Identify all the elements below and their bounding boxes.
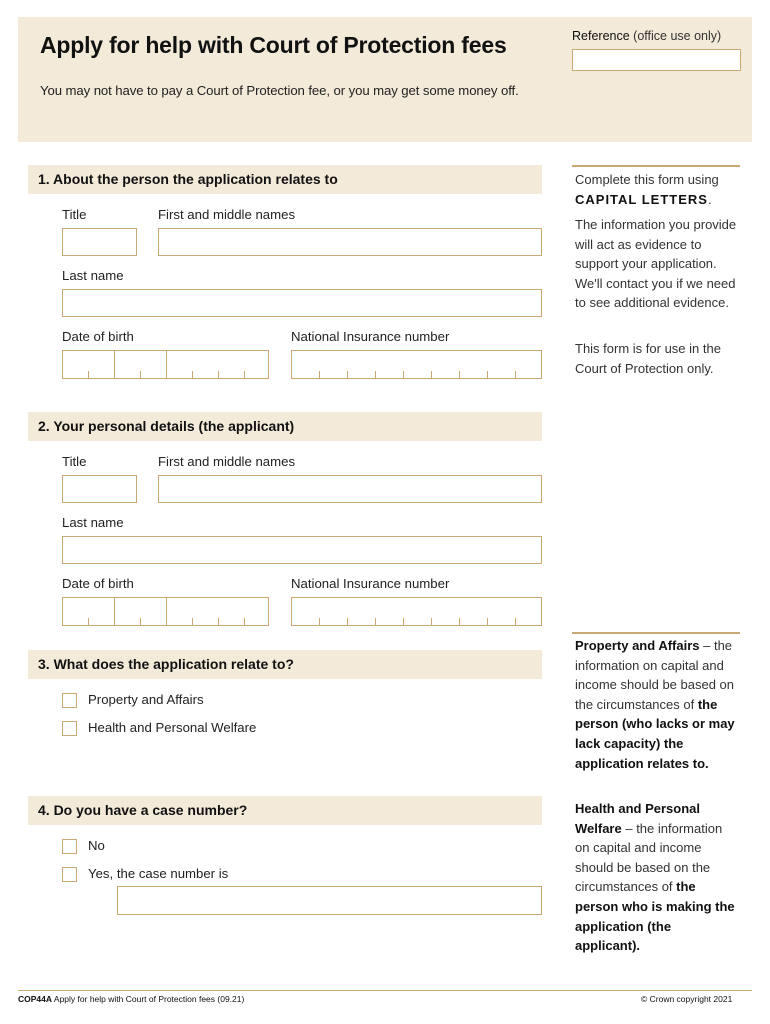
reference-note: (office use only) xyxy=(633,29,722,43)
sidebar-intro-suffix: . xyxy=(707,191,712,207)
s2-first-names-input[interactable] xyxy=(158,475,542,503)
s1-dob-input[interactable] xyxy=(62,350,269,379)
s1-title-label: Title xyxy=(62,207,87,222)
section-2-title: 2. Your personal details (the applicant) xyxy=(38,418,295,434)
sidebar-intro-prefix: Complete this form using xyxy=(575,172,719,187)
sidebar-intro-note xyxy=(575,170,743,209)
s2-last-name-label: Last name xyxy=(62,515,124,530)
pa-heading: Property and Affairs xyxy=(575,638,700,653)
reference-label xyxy=(572,29,721,43)
health-welfare-label: Health and Personal Welfare xyxy=(88,720,257,735)
pa-text: – the information on capital and income should be based on the circumstances of xyxy=(575,638,735,712)
s2-ni-input[interactable] xyxy=(291,597,542,626)
sidebar-evidence-note: The information you provide will act as evidence to support your application. We'll contact you if we need to see additional evidence. xyxy=(575,217,737,311)
form-title: Apply for help with Court of Protection fees xyxy=(40,32,507,58)
hpw-bold: the person who is making the application (the applicant). xyxy=(575,879,735,954)
case-number-no-label: No xyxy=(88,838,105,853)
section-1-title: 1. About the person the application relates to xyxy=(38,171,338,187)
case-number-yes-checkbox[interactable] xyxy=(62,867,77,882)
s1-last-name-label: Last name xyxy=(62,268,124,283)
s1-ni-input[interactable] xyxy=(291,350,542,379)
s2-ni-label: National Insurance number xyxy=(291,576,450,591)
footer-form-id xyxy=(18,994,244,1004)
s2-dob-label: Date of birth xyxy=(62,576,134,591)
pa-bold: the person (who lacks or may lack capacity) the application relates to. xyxy=(575,696,735,771)
property-affairs-label: Property and Affairs xyxy=(88,692,204,707)
sidebar-rule-top xyxy=(572,165,740,167)
hpw-heading: Health and Personal Welfare xyxy=(575,801,700,836)
s2-title-input[interactable] xyxy=(62,475,137,503)
reference-label-text: Reference xyxy=(572,29,630,43)
s2-dob-input[interactable] xyxy=(62,597,269,626)
case-number-yes-label: Yes, the case number is xyxy=(88,866,229,881)
hpw-text: – the information on capital and income should be based on the circumstances of xyxy=(575,820,723,895)
form-subtitle: You may not have to pay a Court of Protection fee, or you may get some money off. xyxy=(40,83,519,98)
footer-code: COP44A xyxy=(18,994,53,1004)
s1-title-input[interactable] xyxy=(62,228,137,256)
case-number-no-checkbox[interactable] xyxy=(62,839,77,854)
s1-last-name-input[interactable] xyxy=(62,289,542,317)
health-welfare-checkbox[interactable] xyxy=(62,721,77,736)
footer-copyright: © Crown copyright 2021 xyxy=(641,994,733,1004)
sidebar-health-welfare-note xyxy=(575,799,735,956)
sidebar-intro-caps: CAPITAL LETTERS xyxy=(575,191,708,207)
footer-form-name: Apply for help with Court of Protection fees (09.21) xyxy=(52,994,245,1004)
s1-first-names-input[interactable] xyxy=(158,228,542,256)
s1-ni-label: National Insurance number xyxy=(291,329,450,344)
s1-first-names-label: First and middle names xyxy=(158,207,296,222)
sidebar-property-affairs-note xyxy=(575,636,735,773)
s2-title-label: Title xyxy=(62,454,87,469)
s1-dob-label: Date of birth xyxy=(62,329,134,344)
reference-input[interactable] xyxy=(572,49,741,71)
section-3-title: 3. What does the application relate to? xyxy=(38,656,294,672)
property-affairs-checkbox[interactable] xyxy=(62,693,77,708)
case-number-input[interactable] xyxy=(117,886,542,915)
sidebar-court-only-note: This form is for use in the Court of Protection only. xyxy=(575,341,721,376)
section-4-title: 4. Do you have a case number? xyxy=(38,802,248,818)
s2-last-name-input[interactable] xyxy=(62,536,542,564)
sidebar-rule-guidance xyxy=(572,632,740,634)
s2-first-names-label: First and middle names xyxy=(158,454,296,469)
footer-rule xyxy=(18,990,752,991)
